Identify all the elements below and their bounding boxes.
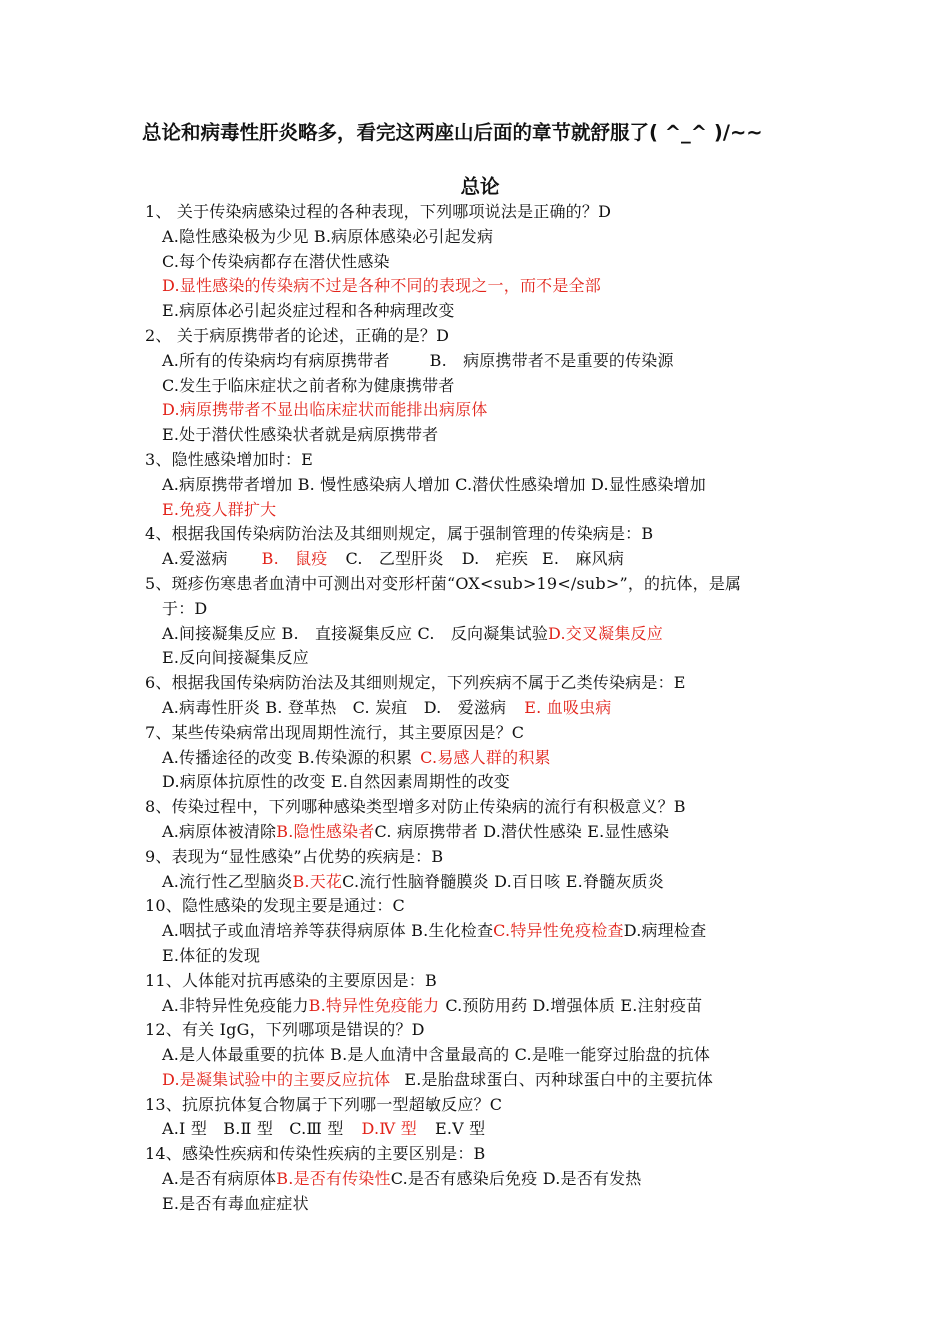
option-ab: A.传播途径的改变 B.传染源的积累 — [162, 747, 413, 767]
correct-option: D.交叉凝集反应 — [548, 623, 663, 643]
question-stem: 10、隐性感染的发现主要是通过：C — [145, 896, 406, 916]
option-line — [145, 1167, 825, 1192]
option-b: B. 病原携带者不是重要的传染源 — [429, 350, 674, 370]
option-line — [145, 547, 825, 572]
option-cde: C.流行性脑脊髓膜炎 D.百日咳 E.脊髓灰质炎 — [342, 871, 664, 891]
question-stem: 14、感染性疾病和传染性疾病的主要区别是：B — [145, 1144, 486, 1164]
option-a: A.爱滋病 — [162, 549, 228, 569]
question-stem-continued: 于：D — [162, 598, 208, 618]
question-stem: 7、某些传染病常出现周期性流行，其主要原因是？C — [145, 722, 525, 742]
option-line — [145, 1068, 825, 1093]
question-stem: 6、根据我国传染病防治法及其细则规定，下列疾病不属于乙类传染病是：E — [145, 673, 686, 693]
correct-option: B.天花 — [292, 871, 343, 891]
option-line — [145, 746, 825, 771]
option-line — [145, 349, 825, 374]
option-line: A.是人体最重要的抗体 B.是人血清中含量最高的 C.是唯一能穿过胎盘的抗体 — [162, 1045, 711, 1065]
option-abc: A.Ⅰ 型 B.Ⅱ 型 C.Ⅲ 型 — [162, 1119, 344, 1139]
correct-option: E. 血吸虫病 — [524, 697, 612, 717]
option-a: A.病原体被清除 — [162, 821, 277, 841]
option-line: E.反向间接凝集反应 — [162, 648, 309, 668]
option-a: A.非特异性免疫能力 — [162, 995, 309, 1015]
option-cde: C. 病原携带者 D.潜伏性感染 E.显性感染 — [374, 821, 670, 841]
option-line: D.病原体抗原性的改变 E.自然因素周期性的改变 — [162, 772, 510, 792]
correct-option: E.免疫人群扩大 — [162, 499, 277, 519]
option-line — [145, 1117, 825, 1142]
option-line: E.体征的发现 — [162, 945, 261, 965]
correct-option: D.显性感染的传染病不过是各种不同的表现之一，而不是全部 — [162, 276, 601, 296]
question-stem: 3、隐性感染增加时：E — [145, 449, 314, 469]
correct-option: B.隐性感染者 — [276, 821, 375, 841]
question-stem: 2、 关于病原携带者的论述，正确的是？D — [145, 325, 450, 345]
option-line — [145, 994, 825, 1019]
option-line: C.发生于临床症状之前者称为健康携带者 — [162, 375, 455, 395]
correct-option: D.Ⅳ 型 — [361, 1119, 417, 1139]
option-line: E.病原体必引起炎症过程和各种病理改变 — [162, 301, 455, 321]
correct-option: B.是否有传染性 — [276, 1169, 391, 1189]
correct-option: C.易感人群的积累 — [420, 747, 551, 767]
option-cde: C.预防用药 D.增强体质 E.注射疫苗 — [445, 995, 703, 1015]
question-stem: 12、有关 IgG，下列哪项是错误的？D — [145, 1020, 425, 1040]
option-line — [145, 870, 825, 895]
option-a: A.流行性乙型脑炎 — [162, 871, 293, 891]
correct-option: D.病原携带者不显出临床症状而能排出病原体 — [162, 400, 488, 420]
option-line — [145, 696, 825, 721]
option-a: A.是否有病原体 — [162, 1169, 277, 1189]
question-list — [145, 200, 825, 1217]
correct-option: B.特异性免疫能力 — [308, 995, 440, 1015]
option-line: A.病原携带者增加 B. 慢性感染病人增加 C.潜伏性感染增加 D.显性感染增加 — [162, 474, 706, 494]
option-e: E.Ⅴ 型 — [434, 1119, 486, 1139]
document-title: 总论和病毒性肝炎略多，看完这两座山后面的章节就舒服了( ^_^ )/~~ — [142, 121, 763, 144]
question-stem: 5、斑疹伤寒患者血清中可测出对变形杆菌“OX<sub>19</sub>”，的抗体，是属 — [145, 573, 742, 593]
option-e: E.是胎盘球蛋白、丙种球蛋白中的主要抗体 — [404, 1069, 714, 1089]
option-e: E. 麻风病 — [542, 549, 625, 569]
option-cd: C.是否有感染后免疫 D.是否有发热 — [390, 1169, 642, 1189]
question-stem: 9、表现为“显性感染”占优势的疾病是：B — [145, 846, 444, 866]
option-line — [145, 622, 825, 647]
question-stem: 1、 关于传染病感染过程的各种表现，下列哪项说法是正确的？D — [145, 202, 612, 221]
option-a: A.所有的传染病均有病原携带者 — [162, 350, 390, 370]
option-abcd: A.病毒性肝炎 B. 登革热 C. 炭疽 D. 爱滋病 — [162, 697, 507, 717]
option-ab: A.咽拭子或血清培养等获得病原体 B.生化检查 — [162, 921, 494, 941]
correct-option: C.特异性免疫检查 — [493, 921, 624, 941]
option-abc: A.间接凝集反应 B. 直接凝集反应 C. 反向凝集试验 — [162, 623, 549, 643]
question-stem: 11、人体能对抗再感染的主要原因是：B — [145, 970, 437, 990]
option-d: D.病理检查 — [623, 921, 707, 941]
option-line — [145, 820, 825, 845]
option-line: E.是否有毒血症症状 — [162, 1193, 309, 1213]
option-d: D. 疟疾 — [461, 549, 529, 569]
option-line: E.处于潜伏性感染状者就是病原携带者 — [162, 425, 439, 445]
question-stem: 13、抗原抗体复合物属于下列哪一型超敏反应？C — [145, 1094, 503, 1114]
correct-option: B. 鼠疫 — [261, 549, 328, 569]
option-line — [145, 919, 825, 944]
section-heading: 总论 — [460, 175, 500, 198]
correct-option: D.是凝集试验中的主要反应抗体 — [162, 1069, 391, 1089]
question-stem: 4、根据我国传染病防治法及其细则规定，属于强制管理的传染病是：B — [145, 524, 654, 544]
option-line: A.隐性感染极为少见 B.病原体感染必引起发病 — [162, 226, 494, 246]
option-c: C. 乙型肝炎 — [345, 549, 444, 569]
option-line: C.每个传染病都存在潜伏性感染 — [162, 251, 390, 271]
question-stem: 8、传染过程中，下列哪种感染类型增多对防止传染病的流行有积极意义？B — [145, 797, 686, 817]
